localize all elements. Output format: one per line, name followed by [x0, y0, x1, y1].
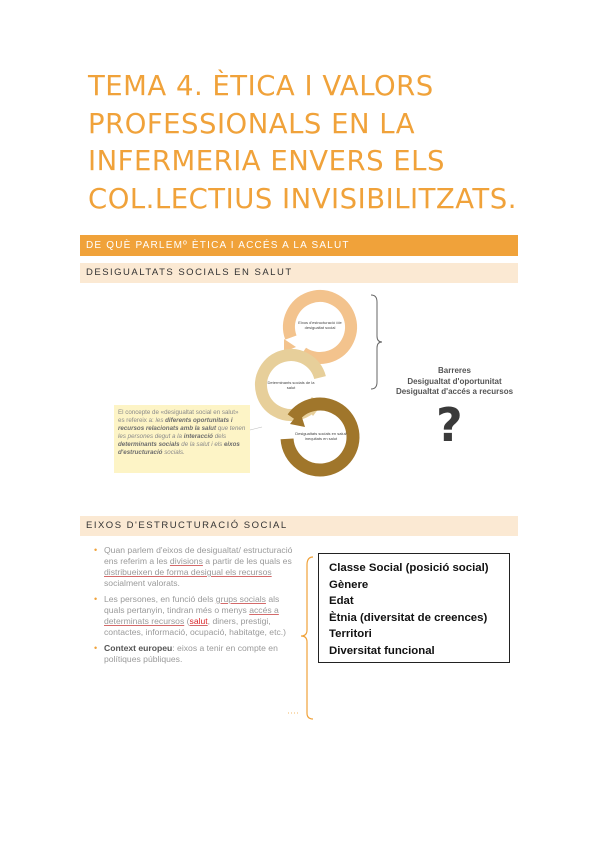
bullet-strong: Context europeu	[104, 643, 173, 653]
note-strong: determinants socials	[118, 441, 180, 448]
list-item	[94, 545, 294, 589]
axis-item-gender: Gènere	[329, 578, 369, 591]
axis-item-social-class: Classe Social (posició social)	[329, 562, 489, 574]
note-text: que tenen les persones degut a la	[118, 425, 246, 440]
bullet-text: Les persones, en funció dels	[104, 594, 214, 604]
ring-mid-label: Determinants socials de la salut	[267, 380, 315, 390]
bullet-underlined: distribueixen de forma desigual els recursos	[104, 567, 272, 577]
barriers-access: Desigualtat d'accés a recursos	[395, 387, 514, 396]
list-item	[94, 643, 294, 665]
axis-item-age: Edat	[329, 595, 354, 607]
subsection-header-inequalities: DESIGUALTATS SOCIALS EN SALUT	[80, 263, 518, 283]
bullet-text: , diners, prestigi, contactes, informació, ocupació, habitatge, etc.)	[104, 616, 287, 637]
bullet-underlined: grups socials	[215, 594, 266, 604]
title-line: TEMA 4. ÈTICA I VALORS	[88, 70, 434, 102]
note-strong: diferents oportunitats i recursos relacionats amb la salut	[118, 417, 233, 432]
axes-bracket-line	[301, 557, 313, 719]
question-mark-icon: ?	[436, 398, 463, 452]
barriers-opportunity: Desigualtat d'oportunitat	[407, 376, 502, 386]
ring-top-label: Eixos d'estructuració /de desigualtat social	[298, 320, 342, 330]
bracket-line	[371, 295, 382, 389]
bullet-text: als quals pertanyin, tindran més o menys	[104, 594, 280, 615]
section-header: DE QUÈ PARLEMº ÈTICA I ACCÉS A LA SALUT	[80, 235, 518, 256]
definition-note	[114, 405, 250, 473]
note-text: socials.	[164, 449, 185, 456]
note-text: les	[155, 417, 164, 424]
axis-item-ethnicity: Ètnia (diversitat de creences)	[329, 611, 488, 624]
note-text: dels	[214, 433, 227, 440]
note-text: El concepte de «desigualtat social en salut» es refereix a:	[118, 409, 239, 424]
note-strong: interacció	[183, 433, 213, 440]
note-text: de la salut i els	[181, 441, 223, 448]
note-strong: eixos d'estructuració	[118, 441, 240, 456]
title-line: PROFESSIONALS EN LA	[88, 107, 416, 140]
bullet-text: socialment valorats.	[104, 578, 180, 588]
note-connector-line	[250, 427, 262, 430]
bullet-underlined: divisions	[169, 556, 203, 566]
title-line: COL.LECTIUS INVISIBILITZATS.	[88, 182, 517, 215]
title-line: INFERMERIA ENVERS ELS	[88, 145, 445, 177]
list-item	[94, 594, 294, 638]
bullet-text: (	[186, 616, 190, 626]
bullet-text: a partir de les quals es	[205, 556, 292, 566]
subsection-header-axes: EIXOS D'ESTRUCTURACIÓ SOCIAL	[80, 516, 518, 536]
bullet-text: Quan parlem d'eixos de desigualtat/ estructuració ens referim a les	[104, 545, 293, 566]
bullet-text: : eixos a tenir en compte en polítiques públiques.	[104, 643, 278, 664]
axis-item-territory: Territori	[329, 628, 372, 640]
bullet-underlined: accés a determinats recursos	[104, 605, 279, 626]
bullet-highlight: salut	[189, 616, 208, 626]
barriers-title: Barreres	[438, 366, 471, 375]
axes-list	[319, 554, 509, 659]
ring-bottom-label: Desigualtats socials en salut/ inequitats en salut	[295, 431, 347, 441]
barriers-block	[392, 366, 517, 398]
axes-box	[318, 553, 510, 663]
axes-explanation-list	[94, 545, 294, 670]
axis-item-functional-diversity: Diversitat funcional	[329, 644, 435, 657]
